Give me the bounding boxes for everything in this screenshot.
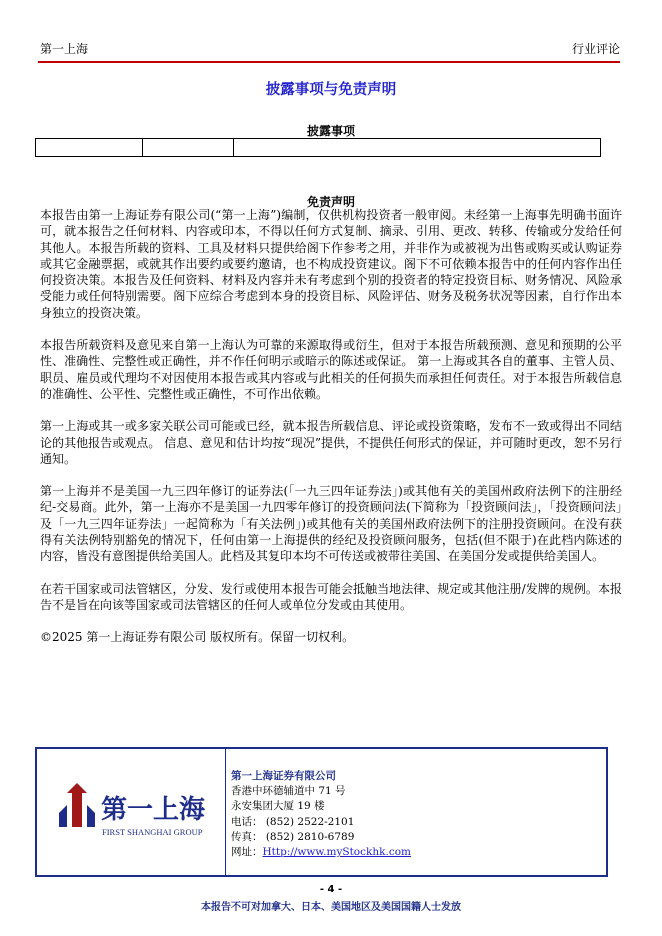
table-cell bbox=[143, 139, 234, 157]
header-rule bbox=[38, 61, 620, 63]
disclosure-heading: 披露事项 bbox=[306, 124, 355, 138]
disclaimer-paragraph: 本报告所载资料及意见来自第一上海认为可靠的来源取得或衍生，但对于本报告所载预测、意见和预期的公平性、准确性、完整性或正确性，并不作任何明示或暗示的陈述或保证。 第一上海或其各自的董事、主管人员、职员、雇员或代理均不对因使用本报告或其内容或与此相关的任何损失而承担任何责任。对于本报告所载信息的准确性、公平性、完整性或正确性，不可作出依赖。 bbox=[40, 338, 622, 401]
website-label: 网址： bbox=[231, 846, 263, 859]
logo-cn-text: 第一上海 bbox=[101, 795, 206, 825]
disclaimer-paragraph: 本报告由第一上海证券有限公司(“第一上海”)编制，仅供机构投资者一般审阅。未经第一上海事先明确书面许可，就本报告之任何材料、内容或印本，不得以任何方式复制、摘录、引用、更改、转移、传输或分发给任何其他人。本报告所载的资料、工具及材料只提供给阁下作参考之用，并非作为或被视为出售或购买或认购证券或其它金融票据，或就其作出要约或要约邀请，也不构成投资建议。阁下不可依赖本报告中的任何内容作出任何投资决策。本报告及任何资料、材料及内容并未有考虑到个别的投资者的特定投资目标、财务情况、风险承受能力或任何特别需要。阁下应综合考虑到本身的投资目标、风险评估、财务及税务状况等因素，自行作出本身独立的投资决策。 bbox=[40, 208, 622, 320]
logo-graphic bbox=[57, 783, 217, 841]
company-name: 第一上海证券有限公司 bbox=[231, 770, 336, 782]
address-line: 永安集团大厦 19 楼 bbox=[231, 800, 325, 813]
table-cell bbox=[234, 139, 601, 157]
website-link[interactable]: Http://www.myStockhk.com bbox=[262, 846, 411, 859]
disclosure-table bbox=[35, 138, 601, 157]
header-section: 行业评论 bbox=[571, 42, 620, 56]
phone-line: 电话： (852) 2522-2101 bbox=[231, 815, 355, 828]
website-line bbox=[231, 845, 411, 860]
copyright-line: ©2025 第一上海证券有限公司 版权所有。保留一切权利。 bbox=[40, 630, 355, 645]
page-title: 披露事项与免责声明 bbox=[265, 82, 397, 98]
disclaimer-heading: 免责声明 bbox=[306, 195, 355, 209]
page-number: - 4 - bbox=[319, 884, 343, 895]
disclaimer-paragraph: 第一上海并不是美国一九三四年修订的证券法(「一九三四年证券法」)或其他有关的美国州政府法例下的注册经纪-交易商。此外，第一上海亦不是美国一九四零年修订的投资顾问法(下简称为「投资顾问法」，「投资顾问法」及「一九三四年证券法」一起简称为「有关法例」)或其他有关的美国州政府法例下的注册投资顾问。在没有获得有关法例特别豁免的情况下，任何由第一上海提供的经纪及投资顾问服务，包括(但不限于)在此档内陈述的内容，皆没有意图提供给美国人。此档及其复印本均不可传送或被带往美国、在美国分发或提供给美国人。 bbox=[40, 484, 622, 564]
contact-divider bbox=[225, 749, 226, 875]
logo-arrow-icon bbox=[67, 783, 87, 827]
logo-arrow-base bbox=[59, 805, 67, 827]
contact-box bbox=[35, 747, 608, 877]
logo-arrow-base bbox=[87, 805, 95, 827]
disclaimer-body bbox=[40, 207, 622, 662]
contact-info bbox=[231, 769, 411, 860]
logo-en-text: FIRST SHANGHAI GROUP bbox=[102, 827, 203, 837]
table-cell bbox=[36, 139, 143, 157]
distribution-note: 本报告不可对加拿大、日本、美国地区及美国国籍人士发放 bbox=[201, 902, 461, 913]
disclaimer-paragraph: 第一上海或其一或多家关联公司可能或已经，就本报告所载信息、评论或投资策略，发布不一致或得出不同结论的其他报告或观点。 信息、意见和估计均按“现况”提供，不提供任何形式的保证，并可随时更改，恕不另行通知。 bbox=[40, 419, 622, 466]
header-brand: 第一上海 bbox=[40, 42, 89, 56]
table-row bbox=[36, 139, 601, 157]
address-line: 香港中环德辅道中 71 号 bbox=[231, 785, 346, 798]
company-logo bbox=[57, 783, 217, 841]
disclaimer-paragraph: 在若干国家或司法管辖区，分发、发行或使用本报告可能会抵触当地法律、规定或其他注册/发牌的规例。本报告不是旨在向该等国家或司法管辖区的任何人或单位分发或由其使用。 bbox=[40, 581, 622, 612]
fax-line: 传真： (852) 2810-6789 bbox=[231, 830, 355, 843]
